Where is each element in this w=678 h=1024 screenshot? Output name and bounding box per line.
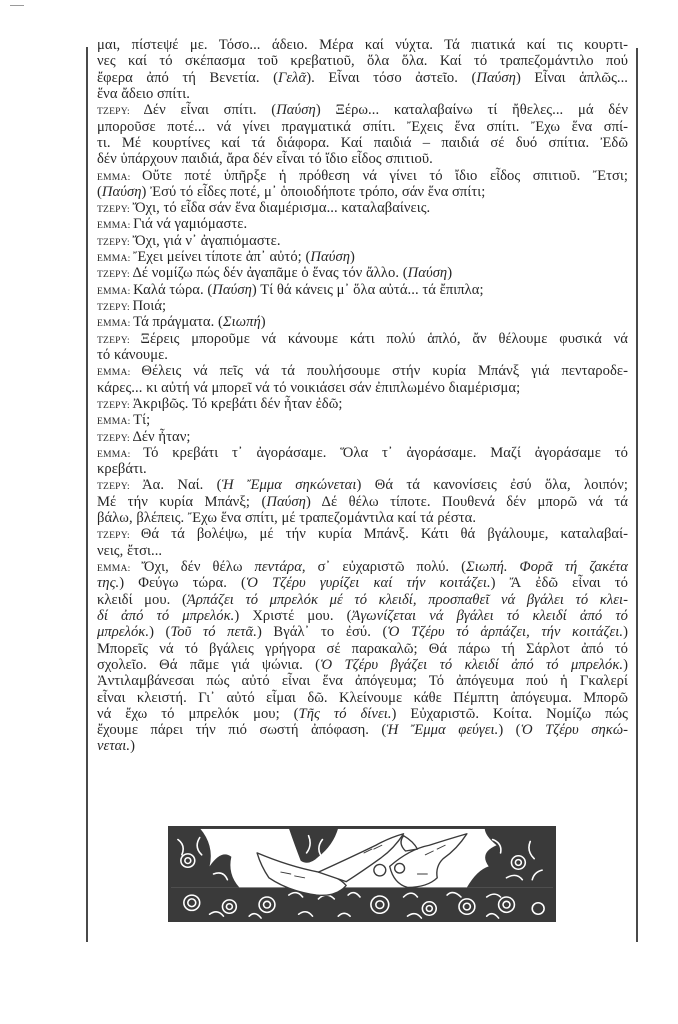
stage-direction: Ὁ Τζέρυ βγάζει τό κλειδί ἀπό τό μπρελόκ. bbox=[320, 656, 624, 673]
dialogue-text: Ἔχει μείνει τίποτε ἀπ᾿ αὐτό; ( bbox=[133, 249, 311, 266]
dialogue-text: βάλω, βλέπεις. Ἔχω ἕνα σπίτι, μέ τραπεζομάντιλα καί τά ρέστα. bbox=[97, 510, 477, 527]
speaker-label: ΤΖΕΡΥ: bbox=[97, 334, 141, 346]
text-line bbox=[97, 657, 628, 673]
stage-direction: νεται. bbox=[97, 738, 131, 755]
text-line bbox=[97, 282, 628, 298]
stage-direction: Ὁ Τζέρυ γυρίζει καί τήν κοιτάζει. bbox=[245, 575, 491, 592]
dialogue-text: ) Θά τά κανονίσεις ἐσύ ὅλα, λοιπόν; bbox=[356, 477, 628, 494]
text-line bbox=[97, 184, 628, 200]
stage-direction: Παύση bbox=[476, 69, 516, 86]
dialogue-text: Ὄχι, δέν θέλω bbox=[141, 559, 255, 575]
stage-direction: Παύση bbox=[266, 493, 306, 510]
dialogue-text: ) Ἐσύ τό εἶδες ποτέ, μ᾿ ὁποιοδήποτε τρόπο, σάν ἕνα σπίτι; bbox=[141, 183, 486, 200]
text-line bbox=[97, 119, 628, 135]
dialogue-text: Θέλεις νά πεῖς νά τά πουλήσουμε στήν κυρία Μπάνξ γιά πενταροδε- bbox=[141, 363, 628, 380]
text-line bbox=[97, 380, 628, 396]
dialogue-text: Καλά τώρα. ( bbox=[133, 281, 213, 298]
stage-direction: Τῆς τό δίνει. bbox=[298, 705, 392, 722]
dialogue-text: ) bbox=[350, 249, 355, 266]
text-line bbox=[97, 461, 628, 477]
dialogue-text: Ὄχι, γιά ν᾿ ἀγαπιόμαστε. bbox=[132, 232, 281, 249]
text-line bbox=[97, 738, 628, 754]
stage-direction: Ὁ Τζέρυ τό ἁρπάζει, τήν κοιτάζει. bbox=[387, 624, 624, 641]
text-line bbox=[97, 314, 628, 330]
dialogue-text: ) ( bbox=[149, 624, 171, 641]
dialogue-text: νεις, ἔτσι... bbox=[97, 542, 163, 559]
text-line bbox=[97, 575, 628, 591]
text-line bbox=[97, 102, 628, 118]
text-line bbox=[97, 265, 628, 281]
text-line bbox=[97, 641, 628, 657]
speaker-label: ΕΜΜΑ: bbox=[97, 563, 142, 574]
dialogue-text: Τί; bbox=[133, 412, 151, 429]
text-line bbox=[97, 53, 628, 69]
text-line bbox=[97, 608, 628, 624]
text-line bbox=[97, 200, 628, 216]
stage-direction: της. bbox=[97, 575, 120, 592]
dialogue-text: Ἀκριβῶς. Τό κρεβάτι δέν ἦταν ἐδῶ; bbox=[132, 395, 343, 412]
text-line bbox=[97, 233, 628, 249]
speaker-label: ΤΖΕΡΥ: bbox=[97, 481, 143, 493]
text-line bbox=[97, 624, 628, 640]
text-line bbox=[97, 445, 628, 461]
dialogue-text: μαι, πίστεψέ με. Τόσο... άδειο. Μέρα καί νύχτα. Τά πιατικά καί τις κουρτι- bbox=[97, 37, 628, 53]
dialogue-text: σχολεῖο. Θά πᾶμε γιά ψώνια. ( bbox=[97, 656, 321, 673]
speaker-label: ΤΖΕΡΥ: bbox=[97, 432, 133, 444]
speaker-label: ΤΖΕΡΥ: bbox=[97, 106, 144, 118]
stage-direction: Γελᾶ bbox=[278, 69, 307, 86]
speaker-label: ΕΜΜΑ: bbox=[97, 318, 134, 330]
text-line bbox=[97, 86, 628, 102]
speaker-label: ΤΖΕΡΥ: bbox=[97, 236, 133, 248]
text-line bbox=[97, 706, 628, 722]
text-line bbox=[97, 249, 628, 265]
stage-direction: Παύση bbox=[310, 249, 350, 266]
dialogue-text: Μέ τήν κυρία Μπάνξ; ( bbox=[97, 493, 267, 510]
dialogue-text: ) Δέ θέλω τίποτε. Πουθενά δέν μπορῶ νά τά bbox=[305, 493, 628, 510]
speaker-label: ΕΜΜΑ: bbox=[97, 253, 134, 265]
dialogue-text: κρεβάτι. bbox=[97, 461, 147, 478]
dialogue-text: ) bbox=[130, 738, 136, 755]
text-line bbox=[97, 70, 628, 86]
text-line bbox=[97, 151, 628, 167]
dialogue-text: Ἀα. Ναί. ( bbox=[142, 477, 222, 494]
text-line bbox=[97, 592, 628, 608]
dialogue-text: Τά πράγματα. ( bbox=[133, 314, 223, 331]
dialogue-text: ) Εὐχαριστῶ. Κοίτα. Νομίζω πώς bbox=[391, 705, 628, 722]
dialogue-text: ( bbox=[97, 183, 102, 200]
text-line bbox=[97, 690, 628, 706]
dialogue-text: ) Χριστέ μου. ( bbox=[234, 607, 352, 624]
stage-direction: πεντάρα bbox=[254, 559, 302, 575]
stage-direction: Ἁρπάζει τό μπρελόκ μέ τό κλειδί, προσπαθεῖ νά βγάλει τό κλει- bbox=[186, 591, 629, 608]
dialogue-text: ) bbox=[260, 314, 266, 331]
text-line bbox=[97, 477, 628, 493]
text-line bbox=[97, 168, 628, 184]
stage-direction: Ὁ Τζέρυ σηκώ- bbox=[520, 722, 628, 739]
text-line bbox=[97, 298, 628, 314]
dialogue-text: ) bbox=[623, 624, 628, 641]
dialogue-text: κλειδί μου. ( bbox=[97, 591, 187, 608]
dialogue-text: Δέν εἶναι σπίτι. ( bbox=[143, 102, 277, 119]
dialogue-text: Θά τά βολέψω, μέ τήν κυρία Μπάνξ. Κάτι θά βγάλουμε, καταλαβαί- bbox=[140, 526, 629, 543]
left-margin-rule bbox=[86, 47, 88, 942]
dialogue-text: ἔχουμε πάρει τήν πιό σωστή ἀπόφαση. ( bbox=[97, 722, 387, 739]
text-line bbox=[97, 331, 628, 347]
text-line bbox=[97, 510, 628, 526]
speaker-label: ΕΜΜΑ: bbox=[97, 367, 142, 379]
text-line bbox=[97, 216, 628, 232]
dialogue-text: Δέν ἦταν; bbox=[132, 428, 191, 445]
dialogue-text: ἕνα ἄδειο σπίτι. bbox=[97, 85, 190, 102]
dialogue-text: ) Τί θά κάνεις μ᾿ ὅλα αὐτά... τά ἔπιπλα; bbox=[251, 281, 484, 298]
dialogue-text: Μπορεῖς νά τό βγάλεις γρήγορα σέ παρακαλῶ; Θά πάρω τή Σάρλοτ ἀπό τό bbox=[97, 640, 628, 657]
dialogue-text: νες καί τό σκέπασμα τοῦ κρεβατιοῦ, ὅλα ὅλα. Καί τό τραπεζομάντιλο πού bbox=[97, 53, 628, 70]
stage-direction: δί ἀπό τό μπρελόκ. bbox=[97, 607, 235, 624]
text-line bbox=[97, 559, 628, 575]
dialogue-text: νά ἔχω τό μπρελόκ μου; ( bbox=[97, 705, 299, 722]
text-line bbox=[97, 494, 628, 510]
dialogue-text: ) Εἶναι ἁπλῶς... bbox=[515, 69, 629, 86]
dialogue-text: ) ( bbox=[498, 722, 521, 739]
text-line bbox=[97, 722, 628, 738]
dialogue-text: ) Ξέρω... καταλαβαίνω τί ἤθελες... μά δέν bbox=[315, 102, 628, 119]
stage-direction: Ἀγωνίζεται νά βγάλει τό κλειδί ἀπό τό bbox=[351, 607, 628, 624]
speaker-label: ΤΖΕΡΥ: bbox=[97, 302, 133, 313]
dialogue-text: Οὔτε ποτέ ὑπῆρξε ἡ πρόθεση νά γίνει τό ἴδιο εἶδος σπιτιοῦ. Ἔτσι; bbox=[141, 167, 628, 184]
text-line bbox=[97, 543, 628, 559]
speaker-label: ΕΜΜΑ: bbox=[97, 220, 134, 232]
dialogue-text: τι. Μέ κουρτίνες καί τά διάφορα. Καί παιδιά – παιδιά σέ δυό σπίτια. Ἐδῶ bbox=[97, 134, 628, 151]
dialogue-text: μποροῦσε ποτέ... νά γίνει πραγματικά σπίτι. Ἔχεις ἕνα σπίτι. Ἔχω ἕνα σπί- bbox=[97, 118, 628, 135]
stage-direction: μπρελόκ. bbox=[97, 624, 150, 641]
dialogue-text: Ξέρεις μποροῦμε νά κάνουμε κάτι πολύ ἁπλό, ἄν θέλουμε φυσικά νά bbox=[140, 330, 628, 347]
dialogue-text: εἶναι κλειστή. Γι᾿ αὐτό εἶμαι δῶ. Κλείνουμε κάθε Πέμπτη ἀπόγευμα. Μπορῶ bbox=[97, 689, 628, 706]
text-line bbox=[97, 412, 628, 428]
play-dialogue-text bbox=[97, 37, 628, 755]
speaker-label: ΤΖΕΡΥ: bbox=[97, 204, 133, 216]
dialogue-text: Ἀντιλαμβάνεσαι πώς αὐτό εἶναι ἕνα ἀπόγευμα; Τό ἀπόγευμα πού ἡ Γκαλερί bbox=[97, 673, 628, 690]
dialogue-text: ) Βγάλ᾿ το ἐσύ. ( bbox=[256, 624, 388, 641]
text-line bbox=[97, 429, 628, 445]
speaker-label: ΤΖΕΡΥ: bbox=[97, 530, 141, 542]
dialogue-text: , σ᾿ εὐχαριστῶ πολύ. ( bbox=[301, 559, 467, 575]
dialogue-text: κάρες... κι αὐτή νά μπορεῖ νά τό νοικιάσει σάν ἐπιπλωμένο διαμέρισμα; bbox=[97, 379, 521, 396]
woodcut-doves-roses-icon bbox=[168, 826, 556, 922]
speaker-label: ΕΜΜΑ: bbox=[97, 285, 134, 297]
dialogue-text: Ποιά; bbox=[132, 298, 167, 314]
dialogue-text: τό κάνουμε. bbox=[97, 346, 168, 363]
text-line bbox=[97, 673, 628, 689]
stage-direction: Τοῦ τό πετᾶ. bbox=[170, 624, 257, 641]
speaker-label: ΕΜΜΑ: bbox=[97, 171, 142, 183]
stage-direction: Σιωπή. Φορᾶ τή ζακέτα bbox=[466, 559, 629, 575]
dialogue-text: Τό κρεβάτι τ᾿ ἀγοράσαμε. Ὅλα τ᾿ ἀγοράσαμε. Μαζί ἀγοράσαμε τό bbox=[143, 444, 628, 461]
speaker-label: ΕΜΜΑ: bbox=[97, 416, 134, 428]
speaker-label: ΤΖΕΡΥ: bbox=[97, 269, 133, 281]
text-line bbox=[97, 396, 628, 412]
dialogue-text: δέν ὑπάρχουν παιδιά, ἄρα δέν εἶναι τό ἴδιο εἶδος σπιτιοῦ. bbox=[97, 151, 433, 168]
text-line bbox=[97, 135, 628, 151]
stage-direction: Σιωπή bbox=[222, 314, 261, 331]
dialogue-text: ). Εἶναι τόσο ἀστεῖο. ( bbox=[306, 69, 477, 86]
dialogue-text: ) Ἄ ἐδῶ εἶναι τό bbox=[490, 575, 628, 592]
stage-direction: Παύση bbox=[276, 102, 316, 119]
right-margin-rule bbox=[636, 48, 638, 942]
text-line bbox=[97, 526, 628, 542]
dialogue-text: ) bbox=[447, 265, 453, 282]
text-line bbox=[97, 347, 628, 363]
dialogue-text: ) Φεύγω τώρα. ( bbox=[119, 575, 246, 592]
text-line bbox=[97, 363, 628, 379]
speaker-label: ΕΜΜΑ: bbox=[97, 448, 144, 460]
stage-direction: Παύση bbox=[407, 265, 448, 282]
dialogue-text: Δέ νομίζω πώς δέν ἀγαπᾶμε ὁ ἕνας τόν ἄλλο. ( bbox=[132, 265, 408, 282]
dialogue-text: Γιά νά γαμιόμαστε. bbox=[133, 216, 248, 233]
stage-direction: Ἡ Ἔμμα φεύγει. bbox=[386, 722, 499, 739]
dialogue-text: ἔφερα ἀπό τή Βενετία. ( bbox=[97, 69, 278, 86]
speaker-label: ΤΖΕΡΥ: bbox=[97, 399, 133, 411]
scan-mark bbox=[10, 5, 24, 6]
dialogue-text: ) bbox=[623, 656, 629, 673]
stage-direction: Παύση bbox=[212, 281, 252, 298]
text-line bbox=[97, 37, 628, 53]
stage-direction: Παύση bbox=[101, 183, 142, 200]
stage-direction: Ἡ Ἔμμα σηκώνεται bbox=[221, 477, 357, 494]
dialogue-text: Ὄχι, τό εἶδα σάν ἕνα διαμέρισμα... καταλαβαίνεις. bbox=[132, 200, 431, 217]
